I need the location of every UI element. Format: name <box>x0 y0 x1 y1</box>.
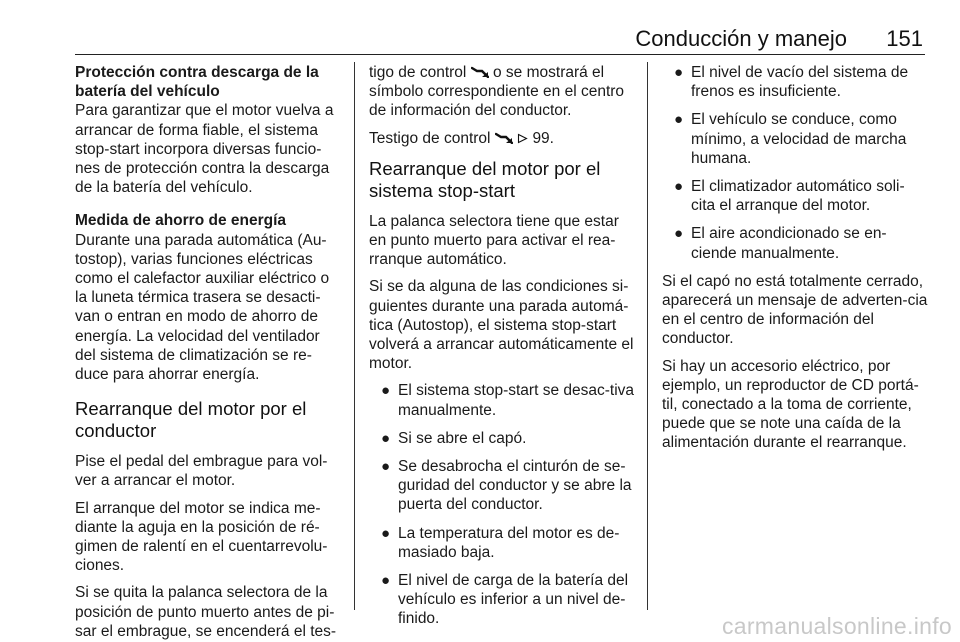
page-number: 151 <box>886 26 923 51</box>
paragraph-battery: Para garantizar que el motor vuelva a arrancar de forma fiable, el sistema stop-start incorpora diversas funcio-nes de protección contra la descarga de la batería del vehículo. <box>75 102 334 197</box>
bullet-icon: ● <box>381 458 391 476</box>
list-item: ● El sistema stop-start se desac-tiva manualmente. <box>381 382 635 419</box>
list-item: ● La temperatura del motor es de-masiado baja. <box>381 524 620 561</box>
section-title: Conducción y manejo <box>635 26 847 51</box>
column-divider <box>647 62 648 610</box>
paragraph-indicator <box>369 63 635 121</box>
bullet-icon: ● <box>381 524 391 542</box>
paragraph-energy-saving: Durante una parada automática (Au-tostop), varias funciones eléctricas como el calefactor auxiliar eléctrico o la luneta térmica trasera se desacti-van o entran en modo de ahorro de energía. La velocidad del ventilador del sistema de climatización se re-duce para ahorrar energía. <box>75 231 330 384</box>
bullet-icon: ● <box>381 429 391 447</box>
column-left <box>75 63 341 641</box>
column-right <box>662 63 928 461</box>
autostop-indicator-icon <box>495 132 513 144</box>
list-item: ● El nivel de vacío del sistema de frenos es insuficiente. <box>674 64 909 101</box>
heading-system-restart: Rearranque del motor por el sistema stop-start <box>369 157 601 201</box>
paragraph-selector-lever: Si se quita la palanca selectora de la posición de punto muerto antes de pi-sar el embrague, se encenderá el tes- <box>75 584 337 640</box>
page-reference: 99. <box>532 129 554 147</box>
conditions-list <box>369 381 635 628</box>
paragraph-clutch: Pise el pedal del embrague para vol-ver a arrancar el motor. <box>75 453 328 490</box>
bullet-icon: ● <box>381 382 391 400</box>
list-item: ● El aire acondicionado se en-ciende manualmente. <box>674 225 887 262</box>
paragraph-accessory: Si hay un accesorio eléctrico, por ejemplo, un reproductor de CD portá-til, conectado a la toma de corriente, puede que se note una caída de la alimentación durante el rearranque. <box>662 357 919 452</box>
list-item: ● Se desabrocha el cinturón de se-guridad del conductor y se abre la puerta del conductor. <box>381 458 632 514</box>
subheading-battery: Protección contra descarga de la batería del vehículo <box>75 64 319 101</box>
text-fragment: o se mostrará el símbolo correspondiente en el centro de información del conductor. <box>369 64 625 120</box>
list-item: ● Si se abre el capó. <box>381 429 527 447</box>
bullet-icon: ● <box>674 64 684 81</box>
heading-driver-restart: Rearranque del motor por el conductor <box>75 398 307 442</box>
bullet-icon: ● <box>674 178 684 196</box>
paragraph-tachometer: El arranque del motor se indica me-diante la aguja en la posición de ré-gimen de ralentí en el cuentarrevolu-ciones. <box>75 499 328 575</box>
paragraph-indicator-ref <box>369 129 635 148</box>
paragraph-conditions: Si se da alguna de las condiciones si-guientes durante una parada automá-tica (Autostop), el sistema stop-start volverá a arrancar automáticamente el motor. <box>369 278 634 373</box>
subheading-energy-saving: Medida de ahorro de energía <box>75 212 287 230</box>
conditions-list-continued <box>662 63 928 263</box>
paragraph-hood-warning: Si el capó no está totalmente cerrado, aparecerá un mensaje de adverten-cia en el centro de información del conductor. <box>662 272 928 348</box>
column-divider <box>354 62 355 610</box>
bullet-icon: ● <box>674 225 684 243</box>
column-middle <box>369 63 635 638</box>
paragraph-neutral: La palanca selectora tiene que estar en punto muerto para activar el rea-rranque automático. <box>369 212 619 269</box>
bullet-icon: ● <box>381 572 391 590</box>
list-item: ● El nivel de carga de la batería del vehículo es inferior a un nivel de-finido. <box>381 572 629 628</box>
text-fragment: tigo de control <box>369 64 467 81</box>
bullet-icon: ● <box>674 111 684 129</box>
list-item: ● El climatizador automático soli-cita el arranque del motor. <box>674 178 905 215</box>
page-header <box>75 22 925 55</box>
autostop-indicator-icon <box>471 66 489 78</box>
watermark: carmanualsonline.info <box>721 613 952 639</box>
text-fragment: Testigo de control <box>369 129 491 147</box>
list-item: ● El vehículo se conduce, como mínimo, a velocidad de marcha humana. <box>674 111 907 167</box>
triangle-pageref-icon <box>517 133 528 144</box>
